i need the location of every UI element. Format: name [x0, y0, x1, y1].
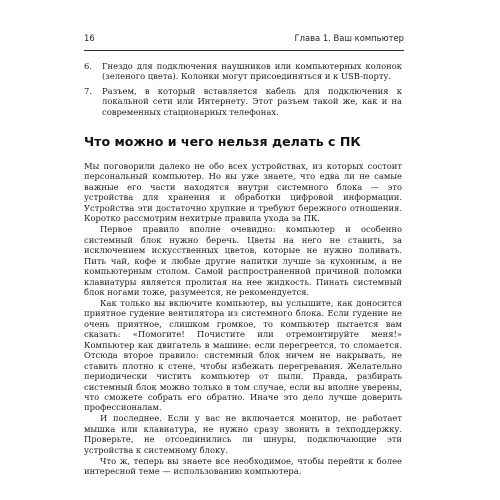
running-header [84, 26, 404, 51]
list-item [84, 61, 402, 82]
list-item-number: 7. [84, 85, 92, 96]
numbered-list [84, 61, 402, 117]
list-item [84, 86, 402, 117]
list-item-text: Гнездо для подключения наушников или компьютерных колонок (зеленого цвета). Колонки могут присоединяться и к USB-порту. [102, 61, 402, 82]
list-item-text: Разъем, в который вставляется кабель для подключения к локальной сети или Интернету. Этот разъем такой же, как и на современных стационарных телефонах. [102, 85, 402, 117]
body-paragraph: Первое правило вполне очевидно: компьютер и особенно системный блок нужно беречь. Цветы на него не ставить, за исключением искусственных цветов, которые не нужно поливать. Пить чай, кофе и любые другие напитки лучше за кухонным, а не компьютерным столом. Самой распространенной причиной поломки клавиатуры является пролитая на нее жидкость. Пинать системный блок ногами тоже, разумеется, не рекомендуется. [84, 224, 402, 297]
page-number: 16 [84, 33, 95, 43]
page-content [84, 61, 402, 477]
chapter-title: Глава 1. Ваш компьютер [294, 33, 404, 43]
body-paragraph: Мы поговорили далеко не обо всех устройствах, из которых состоит персональный компьютер. Но вы уже знаете, что едва ли не самые важные его части находятся внутри системного блока — это устройства для хранения и обработки цифровой информации. Устройства эти достаточно хрупкие и требуют бережного отношения. Коротко рассмотрим нехитрые правила ухода за ПК. [84, 161, 402, 224]
body-paragraph: И последнее. Если у вас не включается монитор, не работает мышка или клавиатура, не нужно сразу звонить в техподдержку. Проверьте, не отсоединились ли шнуры, подключающие эти устройства к системному блоку. [84, 413, 402, 455]
body-paragraph: Как только вы включите компьютер, вы услышите, как доносится приятное гудение вентилятора из системного блока. Если гудение не очень приятное, слишком громкое, то компьютер пытается вам сказать: «Помогите! Почистите или отремонтируйте меня!» Компьютер как двигатель в машине: если перегреется, то сломается. Отсюда второе правило: системный блок ничем не накрывать, не ставить плотно к стене, чтобы избежать перегревания. Желательно периодически чистить компьютер от пыли. Правда, разбирать системный блок можно только в том случае, если вы вполне уверены, что сможете собрать его обратно. Иначе это дело лучше доверить профессионалам. [84, 297, 402, 413]
section-heading: Что можно и чего нельзя делать с ПК [84, 134, 361, 150]
list-item-number: 6. [84, 61, 92, 71]
body-paragraph: Что ж, теперь вы знаете все необходимое, чтобы перейти к более интересной теме — использованию компьютера. [84, 455, 402, 477]
